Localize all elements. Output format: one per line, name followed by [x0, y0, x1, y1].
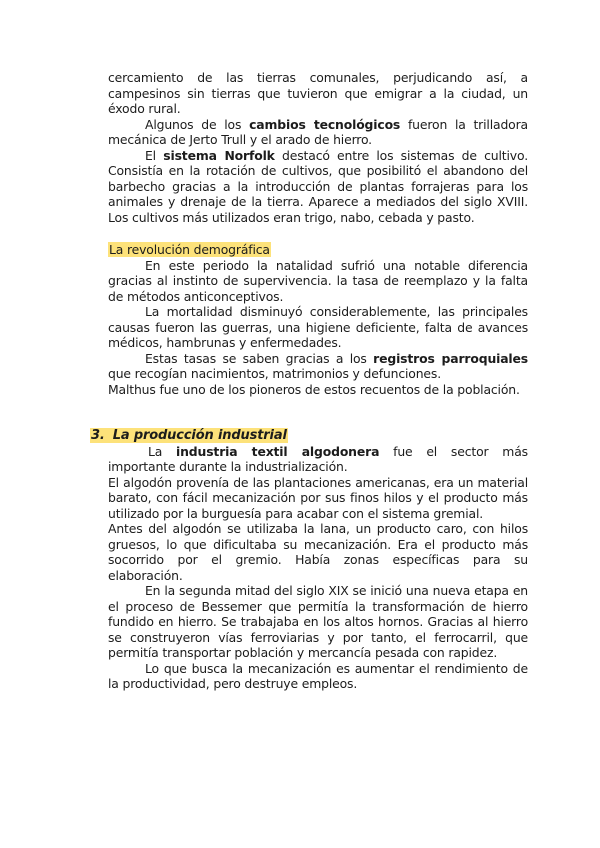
paragraph-malthus: Malthus fue uno de los pioneros de estos recuentos de la población. — [108, 381, 520, 397]
paragraph-parish-records — [108, 351, 528, 382]
section-title: La producción industrial — [112, 428, 287, 443]
text-run: Estas tasas se saben gracias a los — [145, 350, 374, 366]
paragraph-mortality: La mortalidad disminuyó considerablemente, las principales causas fueron las guerras, una higiene deficiente, falta de avances médicos, hambrunas y enfermedades. — [108, 304, 528, 350]
bold-term: sistema Norfolk — [163, 147, 275, 163]
paragraph-bessemer: En la segunda mitad del siglo XIX se inició una nueva etapa en el proceso de Bessemer que permitía la transformación de hierro fundido en hierro. Se trabajaba en los altos hornos. Gracias al hierro se construyeron vías ferroviarias y por tanto, el ferrocarril, que permitía transportar población y mercancía pesada con rapidez. — [108, 583, 528, 660]
paragraph-tech-changes — [108, 117, 528, 148]
subheading-demographic-revolution — [108, 242, 528, 258]
paragraph-natality: En este periodo la natalidad sufrió una notable diferencia gracias al instinto de supervivencia. la tasa de reemplazo y la falta de métodos anticonceptivos. — [108, 257, 528, 304]
text-run: fueron la trilladora mecánica de Jerto Trull y el arado de hierro. — [108, 116, 528, 147]
text-run: Algunos de los — [145, 116, 250, 132]
text-run: destacó entre los sistemas de cultivo. Consistía en la rotación de cultivos, que posibilitó el abandono del barbecho gracias a la introducción de plantas forrajeras para los animales y drenaje de la tierra. Aparece a mediados del siglo XVIII. Los cultivos más utilizados eran trigo, nabo, cebada y pasto. — [108, 147, 528, 225]
text-run: que recogían nacimientos, matrimonios y defunciones. — [108, 366, 441, 381]
bold-term: registros parroquiales — [373, 350, 528, 366]
section-heading-industrial-production — [90, 428, 528, 444]
document-page — [91, 70, 528, 692]
paragraph-mechanization: Lo que busca la mecanización es aumentar el rendimiento de la productividad, pero destruye empleos. — [108, 660, 528, 691]
text-run: La — [148, 443, 177, 459]
paragraph-enclosure: cercamiento de las tierras comunales, perjudicando así, a campesinos sin tierras que tuvieron que emigrar a la ciudad, un éxodo rural. — [108, 70, 528, 116]
paragraph-wool: Antes del algodón se utilizaba la lana, un producto caro, con hilos gruesos, lo que dificultaba su mecanización. Era el producto más socorrido por el gremio. Había zonas específicas para su elaboración. — [108, 521, 528, 583]
section-number: 3. — [91, 428, 105, 443]
paragraph-cotton-industry — [108, 444, 528, 475]
text-run: fue el sector más importante durante la industrialización. — [108, 443, 528, 474]
paragraph-norfolk-system — [108, 148, 528, 226]
text-run: El — [145, 147, 164, 163]
section-heading-highlight — [90, 428, 288, 443]
bold-term: industria textil algodonera — [176, 443, 380, 459]
bold-term: cambios tecnológicos — [249, 116, 401, 132]
paragraph-cotton-origin: El algodón provenía de las plantaciones americanas, era un material barato, con fácil mecanización por sus finos hilos y el producto más utilizado por la burguesía para acabar con el sistema gremial. — [108, 474, 528, 521]
subheading-text: La revolución demográfica — [109, 242, 270, 257]
